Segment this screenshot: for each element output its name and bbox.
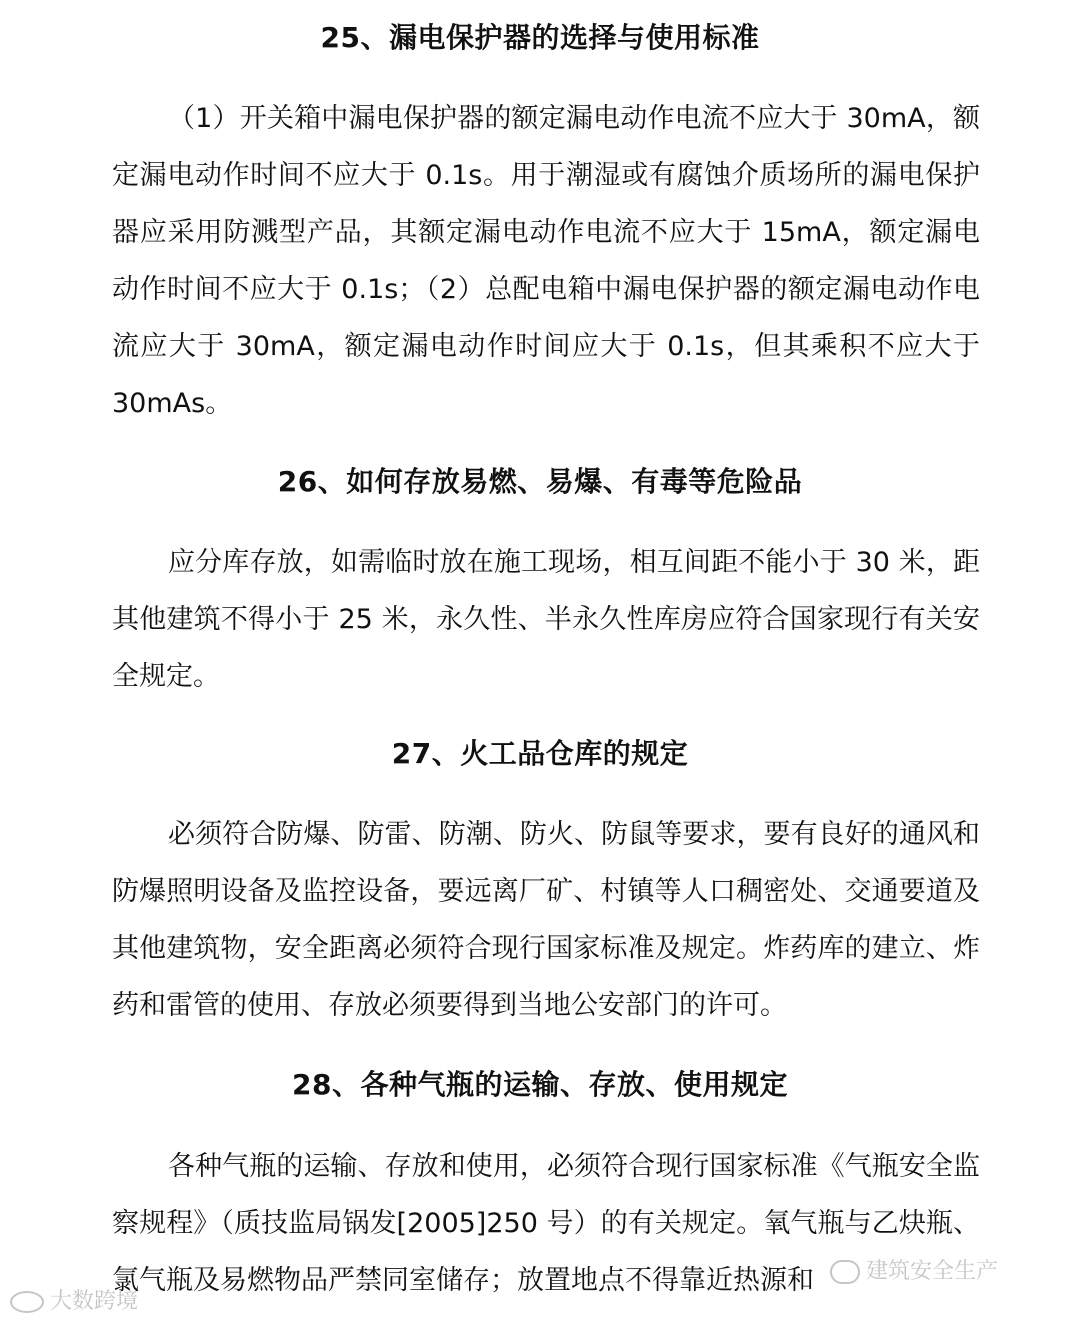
section-heading-26: 26、如何存放易燃、易爆、有毒等危险品 bbox=[277, 465, 803, 498]
watermark-right bbox=[830, 1258, 998, 1286]
section-body-27: 必须符合防爆、防雷、防潮、防火、防鼠等要求，要有良好的通风和防爆照明设备及监控设备，要远离厂矿、村镇等人口稠密处、交通要道及其他建筑物，安全距离必须符合现行国家标准及规定。炸药库的建立、炸药和雷管的使用、存放必须要得到当地公安部门的许可。 bbox=[112, 819, 980, 1021]
section-heading-25: 25、漏电保护器的选择与使用标准 bbox=[320, 21, 760, 54]
watermark-right-text: 建筑安全生产 bbox=[866, 1259, 999, 1284]
watermark-left bbox=[10, 1288, 138, 1316]
wechat-icon bbox=[830, 1260, 860, 1284]
section-heading-27: 27、火工品仓库的规定 bbox=[391, 737, 689, 770]
section-heading-28: 28、各种气瓶的运输、存放、使用规定 bbox=[292, 1068, 788, 1101]
logo-icon bbox=[10, 1291, 44, 1313]
section-body-25: （1）开关箱中漏电保护器的额定漏电动作电流不应大于 30mA，额定漏电动作时间不应大于 0.1s。用于潮湿或有腐蚀介质场所的漏电保护器应采用防溅型产品，其额定漏电动作电流不应大于 15mA，额定漏电动作时间不应大于 0.1s；（2）总配电箱中漏电保护器的额定漏电动作电流应大于 30mA，额定漏电动作时间应大于 0.1s，但其乘积不应大于 30mAs。 bbox=[112, 103, 980, 419]
watermark-left-text: 大数跨境 bbox=[50, 1289, 139, 1314]
section-body-26: 应分库存放，如需临时放在施工现场，相互间距不能小于 30 米，距其他建筑不得小于 25 米，永久性、半永久性库房应符合国家现行有关安全规定。 bbox=[112, 547, 980, 692]
section-body-28: 各种气瓶的运输、存放和使用，必须符合现行国家标准《气瓶安全监察规程》（质技监局锅发[2005]250 号）的有关规定。氧气瓶与乙炔瓶、氯气瓶及易燃物品严禁同室储存；放置地点不得靠近热源和 bbox=[112, 1151, 980, 1296]
